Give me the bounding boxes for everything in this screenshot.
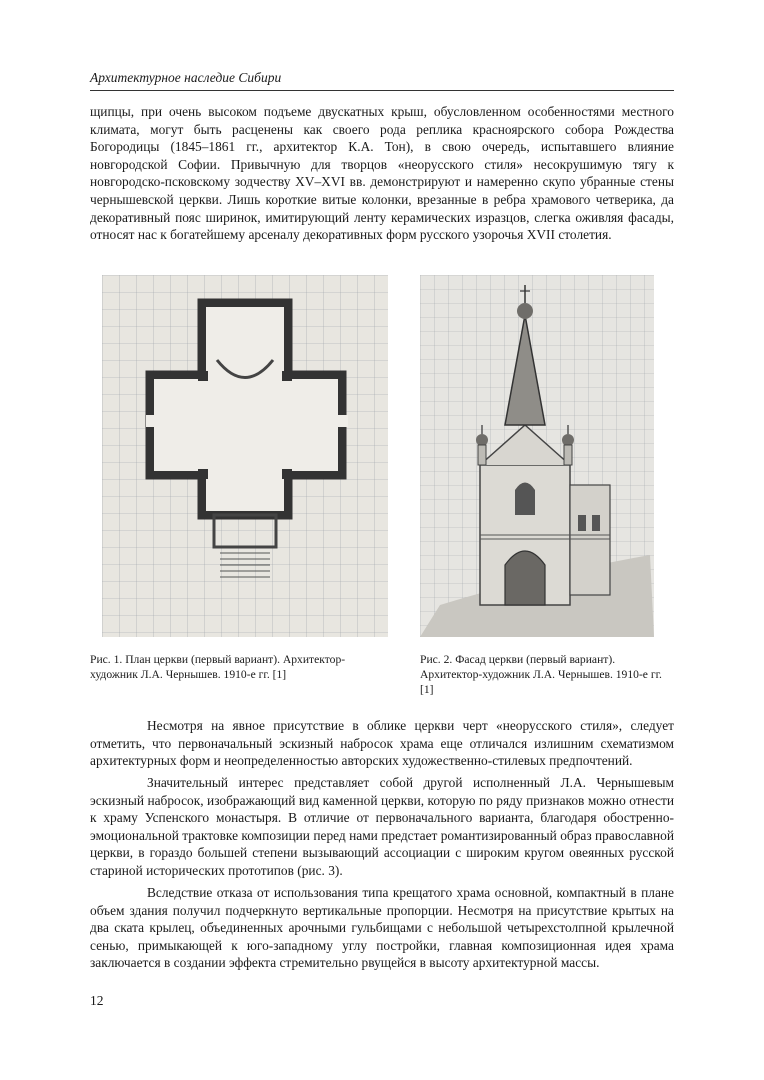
figure-church-facade xyxy=(420,275,654,637)
body-paragraph-1: щипцы, при очень высоком подъеме двускатных крыш, обусловленном особенностями местного климата, могут быть расценены как своего рода реплика красноярского собора Рождества Богородицы (1845–1861 гг., архитектор К.А. Тон), в свою очередь, испытавшего влияние новгородской Софии. Привычную для творцов «неорусского стиля» несокрушимую тягу к новгородско-псковскому зодчеству XV–XVI вв. демонстрируют и намеренно скупо убранные стены чернышевской церкви. Лишь короткие витые колонки, врезанные в ребра храмового четверика, да декоративный пояс ширинок, имитирующий ленту керамических изразцов, слегка оживляя фасады, относят нас к богатейшему арсеналу декоративных форм русского узорочья XVII столетия. xyxy=(90,104,674,243)
body-paragraph-4: Вследствие отказа от использования типа крещатого храма основной, компактный в плане объем здания получил подчеркнуто вертикальные пропорции. Несмотря на присутствие крытых на два ската крылец, объединенных арочными гульбищами с небольшой четырехстолпной крылечной сенью, примыкающей к юго-западному углу постройки, главная композиционная идея храма заключается в создании эффекта стремительно рвущейся в высоту архитектурной массы. xyxy=(90,885,674,971)
running-title: Архитектурное наследие Сибири xyxy=(90,70,674,91)
church-plan-drawing xyxy=(102,275,388,637)
body-paragraph-2: Несмотря на явное присутствие в облике церкви черт «неорусского стиля», следует отметить, что первоначальный эскизный набросок храма еще отличался излишним схематизмом архитектурных форм и неопределенностью авторских художественно-стилевых предпочтений. xyxy=(90,718,674,769)
figure-2-caption: Рис. 2. Фасад церкви (первый вариант). Архитектор-художник Л.А. Чернышев. 1910-е гг. [1] xyxy=(420,653,662,696)
figure-1-caption: Рис. 1. План церкви (первый вариант). Архитектор-художник Л.А. Чернышев. 1910-е гг. [1] xyxy=(90,653,346,681)
page-number: 12 xyxy=(90,993,104,1008)
church-facade-drawing xyxy=(420,275,654,637)
figure-church-plan xyxy=(102,275,388,637)
body-paragraph-3: Значительный интерес представляет собой другой исполненный Л.А. Чернышевым эскизный набросок, изображающий вид каменной церкви, которую по ряду признаков можно отнести к храму Успенского монастыря. В отличие от первоначального варианта, благодаря обостренно-эмоциональной трактовке композиции перед нами предстает романтизированный образ православной церкви, в гораздо большей степени вызывающий ассоциации с широким кругом овеянных русской стариной исторических прототипов (рис. 3). xyxy=(90,775,674,878)
